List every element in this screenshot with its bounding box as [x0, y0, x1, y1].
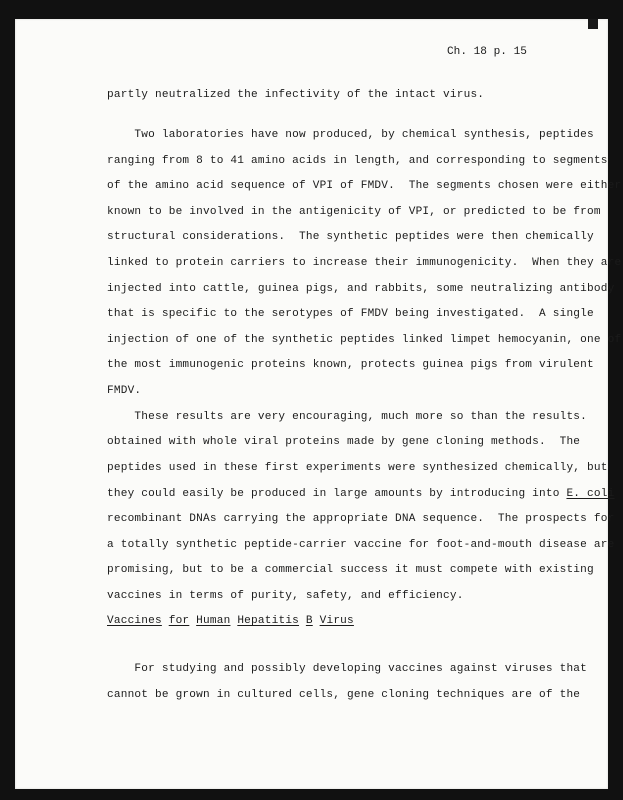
text-line: FMDV. — [107, 385, 142, 397]
text-line: ranging from 8 to 41 amino acids in length, and corresponding to segments — [107, 155, 608, 167]
heading-word: for — [168, 615, 190, 627]
corner-mark — [588, 19, 598, 29]
text-line: known to be involved in the antigenicity of VPI, or predicted to be from — [107, 206, 601, 218]
text-line: peptides used in these first experiments were synthesized chemically, but — [107, 462, 608, 474]
text-line: of the amino acid sequence of VPI of FMDV. The segments chosen were either — [107, 180, 622, 192]
text-line: structural considerations. The synthetic peptides were then chemically — [107, 231, 594, 243]
italic-term-ecoli: E. coli — [566, 488, 615, 500]
text-line: For studying and possibly developing vaccines against viruses that — [107, 663, 588, 675]
text-line: partly neutralized the infectivity of the intact virus. — [107, 89, 485, 101]
section-heading — [107, 614, 623, 628]
text-segment: they could easily be produced in large amounts by introducing into — [107, 488, 567, 500]
text-line: linked to protein carriers to increase their immunogenicity. When they are — [107, 257, 622, 269]
text-line: promising, but to be a commercial success it must compete with existing — [107, 564, 594, 576]
heading-word: Virus — [319, 615, 354, 627]
heading-word: Hepatitis — [237, 615, 300, 627]
text-line: injected into cattle, guinea pigs, and rabbits, some neutralizing antibody — [107, 283, 615, 295]
heading-word: Human — [196, 615, 231, 627]
text-line: recombinant DNAs carrying the appropriate DNA sequence. The prospects for — [107, 513, 615, 525]
text-line: cannot be grown in cultured cells, gene cloning techniques are of the — [107, 689, 581, 701]
text-line — [107, 487, 623, 501]
text-line: injection of one of the synthetic peptides linked limpet hemocyanin, one of — [107, 334, 622, 346]
heading-word: B — [305, 615, 313, 627]
text-line: These results are very encouraging, much more so than the results. — [107, 411, 588, 423]
text-line: a totally synthetic peptide-carrier vaccine for foot-and-mouth disease are — [107, 539, 615, 551]
text-line: vaccines in terms of purity, safety, and efficiency. — [107, 590, 464, 602]
text-line: the most immunogenic proteins known, protects guinea pigs from virulent — [107, 359, 594, 371]
text-line: that is specific to the serotypes of FMDV being investigated. A single — [107, 308, 594, 320]
text-line: obtained with whole viral proteins made by gene cloning methods. The — [107, 436, 581, 448]
heading-word: Vaccines — [107, 615, 162, 627]
page-reference: Ch. 18 p. 15 — [447, 46, 527, 58]
text-line: Two laboratories have now produced, by chemical synthesis, peptides — [107, 129, 594, 141]
